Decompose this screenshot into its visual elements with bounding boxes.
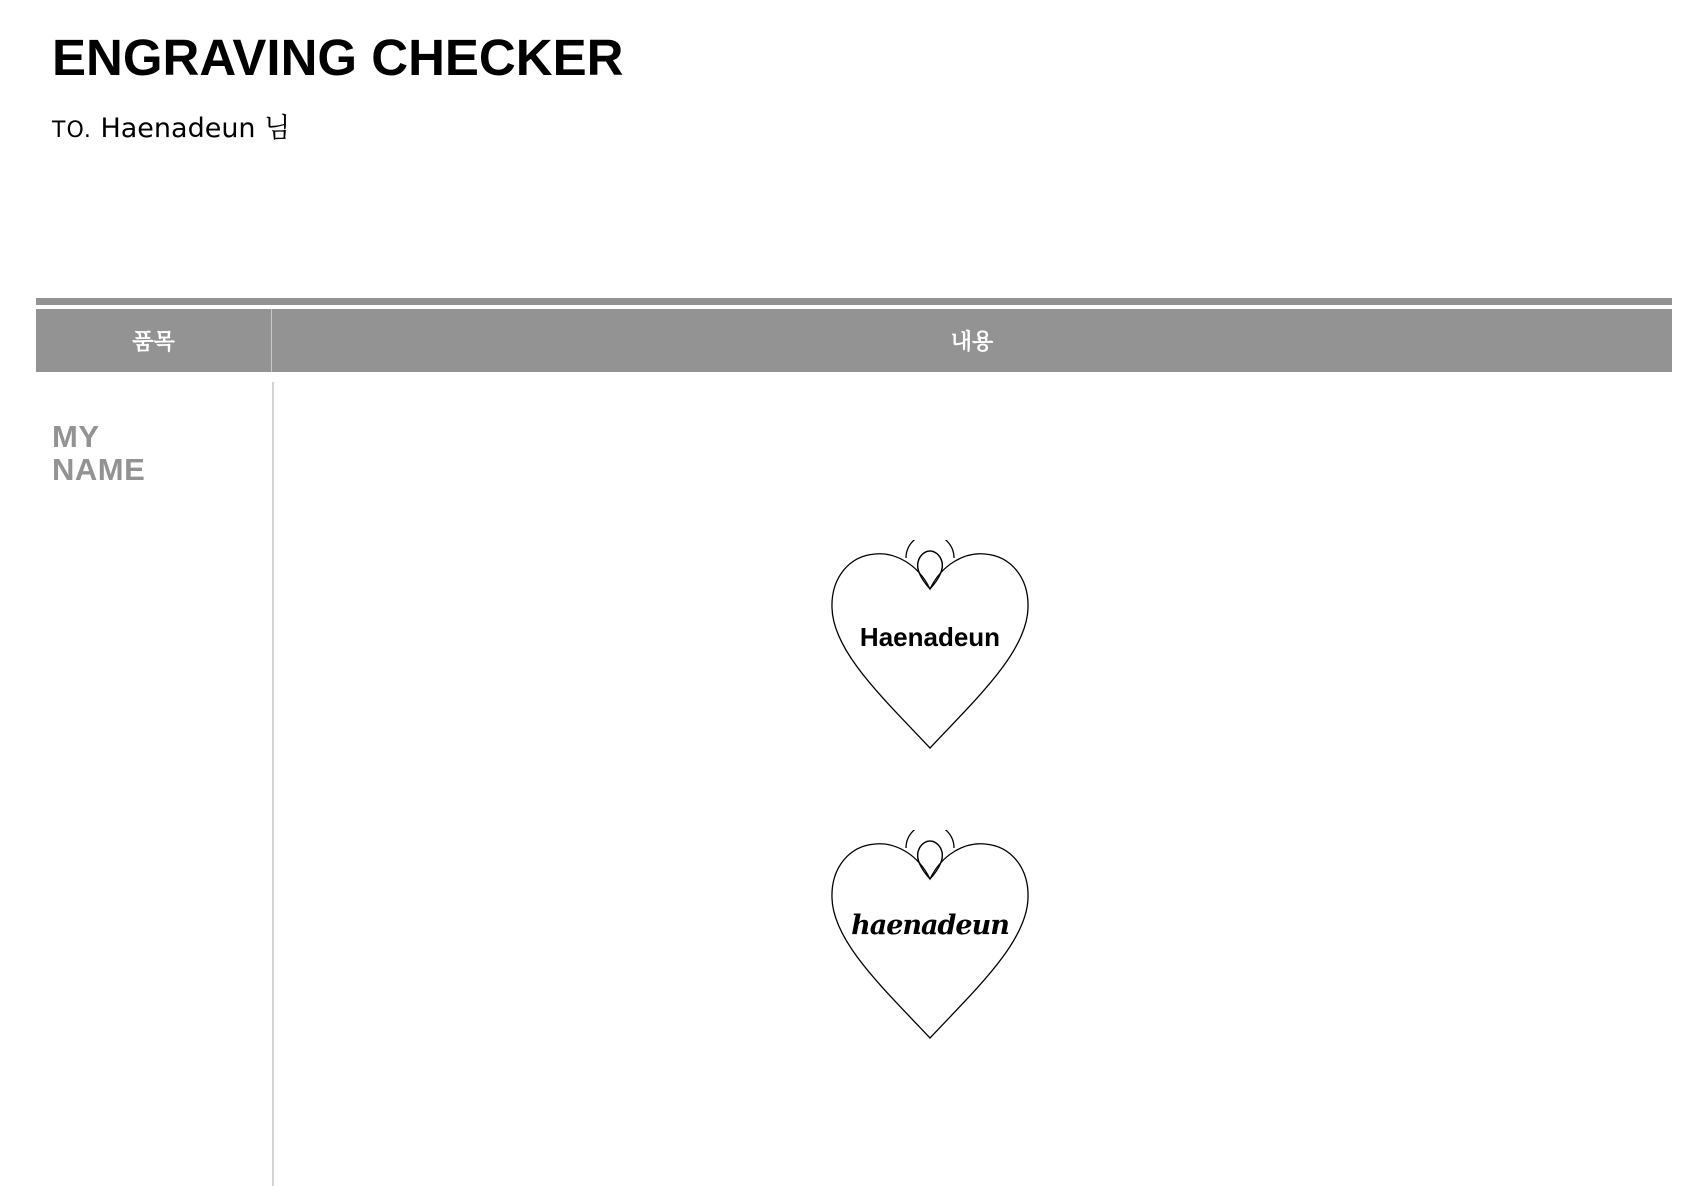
column-header-item: 품목 <box>36 309 272 372</box>
engraving-preview-handwritten <box>825 830 1035 1045</box>
engraving-text: haenadeun <box>851 910 1009 941</box>
item-label-line: NAME <box>52 452 146 487</box>
recipient-line <box>52 111 290 149</box>
item-label <box>52 420 252 486</box>
engraving-text: Haenadeun <box>859 622 1001 652</box>
table-top-rule <box>36 298 1672 305</box>
column-header-content: 내용 <box>950 330 994 355</box>
table-header <box>36 309 1672 372</box>
column-divider <box>272 382 274 1186</box>
page-title: ENGRAVING CHECKER <box>52 29 624 86</box>
item-label-line: MY <box>52 419 100 454</box>
recipient-name: Haenadeun 님 <box>100 113 291 144</box>
engraving-preview-bold <box>825 540 1035 755</box>
recipient-prefix: TO. <box>52 118 92 143</box>
